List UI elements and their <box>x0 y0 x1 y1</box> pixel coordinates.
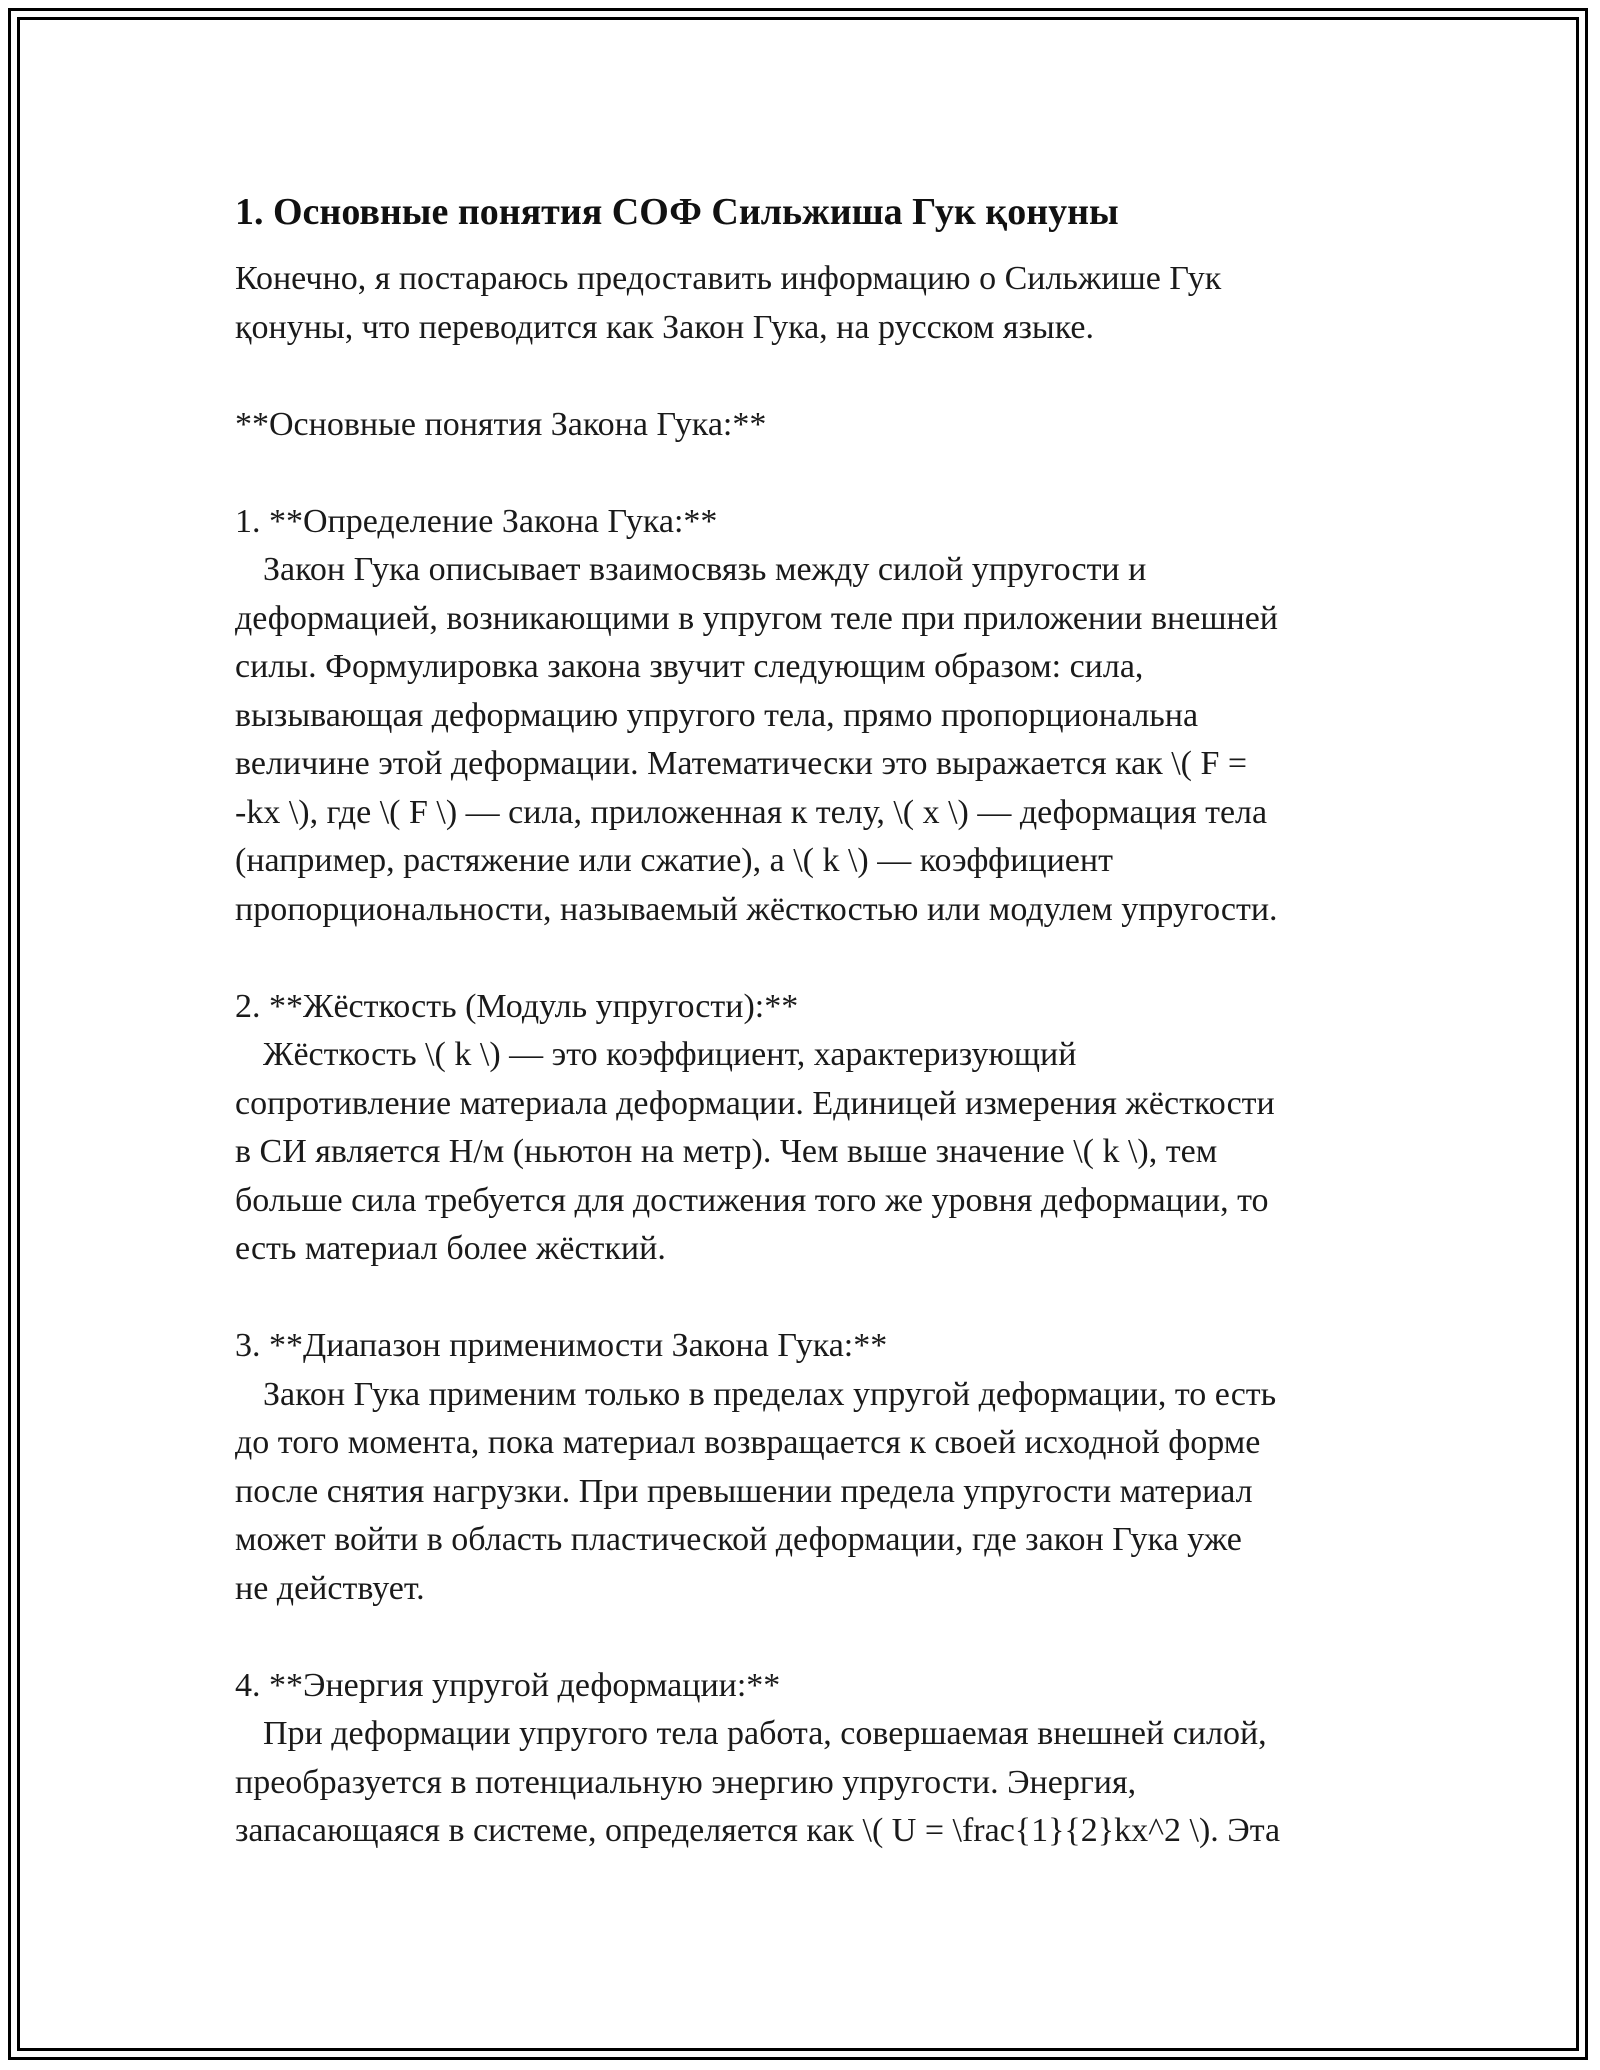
body-line: преобразуется в потенциальную энергию упругости. Энергия, <box>235 1763 1137 1801</box>
body-line: не действует. <box>235 1569 425 1607</box>
body-line: Жёсткость \( k \) — это коэффициент, характеризующий <box>263 1036 1077 1073</box>
list-item-title: 3. **Диапазон применимости Закона Гука:** <box>235 1327 888 1364</box>
body-line: силы. Формулировка закона звучит следующим образом: сила, <box>235 648 1144 685</box>
body-line: больше сила требуется для достижения того же уровня деформации, то <box>235 1181 1269 1219</box>
body-line: При деформации упругого тела работа, совершаемая внешней силой, <box>263 1715 1267 1752</box>
blank-line <box>235 1274 1375 1323</box>
blank-line <box>235 352 1375 401</box>
body-line: запасающаяся в системе, определяется как \( U = \frac{1}{2}kx^2 \). Эта <box>235 1812 1281 1849</box>
list-item-title: 1. **Определение Закона Гука:** <box>235 502 718 540</box>
list-item-title: 4. **Энергия упругой деформации:** <box>235 1666 781 1704</box>
blank-line <box>235 934 1375 983</box>
intro-line: Конечно, я постараюсь предоставить информацию о Сильжише Гук <box>235 260 1222 297</box>
body-line: -kx \), где \( F \) — сила, приложенная к телу, \( x \) — деформация тела <box>235 793 1268 831</box>
blank-line <box>235 1613 1375 1662</box>
list-item <box>235 983 1375 1274</box>
body-line: в СИ является Н/м (ньютон на метр). Чем выше значение \( k \), тем <box>235 1133 1218 1170</box>
body-line: Закон Гука описывает взаимосвязь между силой упругости и <box>263 551 1147 588</box>
list-item <box>235 1662 1375 1856</box>
body-line: пропорциональности, называемый жёсткостью или модулем упругости. <box>235 890 1278 928</box>
body-line: деформацией, возникающими в упругом теле при приложении внешней <box>235 599 1278 637</box>
document-body <box>235 186 1375 1856</box>
intro-line: қонуны, что переводится как Закон Гука, на русском языке. <box>235 308 1095 346</box>
list-item <box>235 1322 1375 1613</box>
body-line: после снятия нагрузки. При превышении предела упругости материал <box>235 1472 1253 1510</box>
blank-line <box>235 449 1375 498</box>
body-line: сопротивление материала деформации. Единицей измерения жёсткости <box>235 1084 1275 1122</box>
list-item-body <box>235 1371 1375 1614</box>
body-line: Закон Гука применим только в пределах упругой деформации, то есть <box>263 1375 1277 1413</box>
intro-paragraph <box>235 255 1375 352</box>
body-line: (например, растяжение или сжатие), а \( k \) — коэффициент <box>235 842 1113 879</box>
body-line: до того момента, пока материал возвращается к своей исходной форме <box>235 1424 1261 1461</box>
body-line: величине этой деформации. Математически это выражается как \( F = <box>235 745 1248 782</box>
list-item-body <box>235 546 1375 934</box>
list-item <box>235 498 1375 935</box>
body-line: есть материал более жёсткий. <box>235 1230 666 1267</box>
list-item-body <box>235 1031 1375 1274</box>
body-line: может войти в область пластической деформации, где закон Гука уже <box>235 1521 1242 1558</box>
body-line: вызывающая деформацию упругого тела, прямо пропорциональна <box>235 696 1199 734</box>
document-title: 1. Основные понятия СОФ Сильжиша Гук қонуны <box>235 191 1119 233</box>
list-item-body <box>235 1710 1375 1856</box>
section-heading: **Основные понятия Закона Гука:** <box>235 405 767 443</box>
list-item-title: 2. **Жёсткость (Модуль упругости):** <box>235 987 799 1025</box>
